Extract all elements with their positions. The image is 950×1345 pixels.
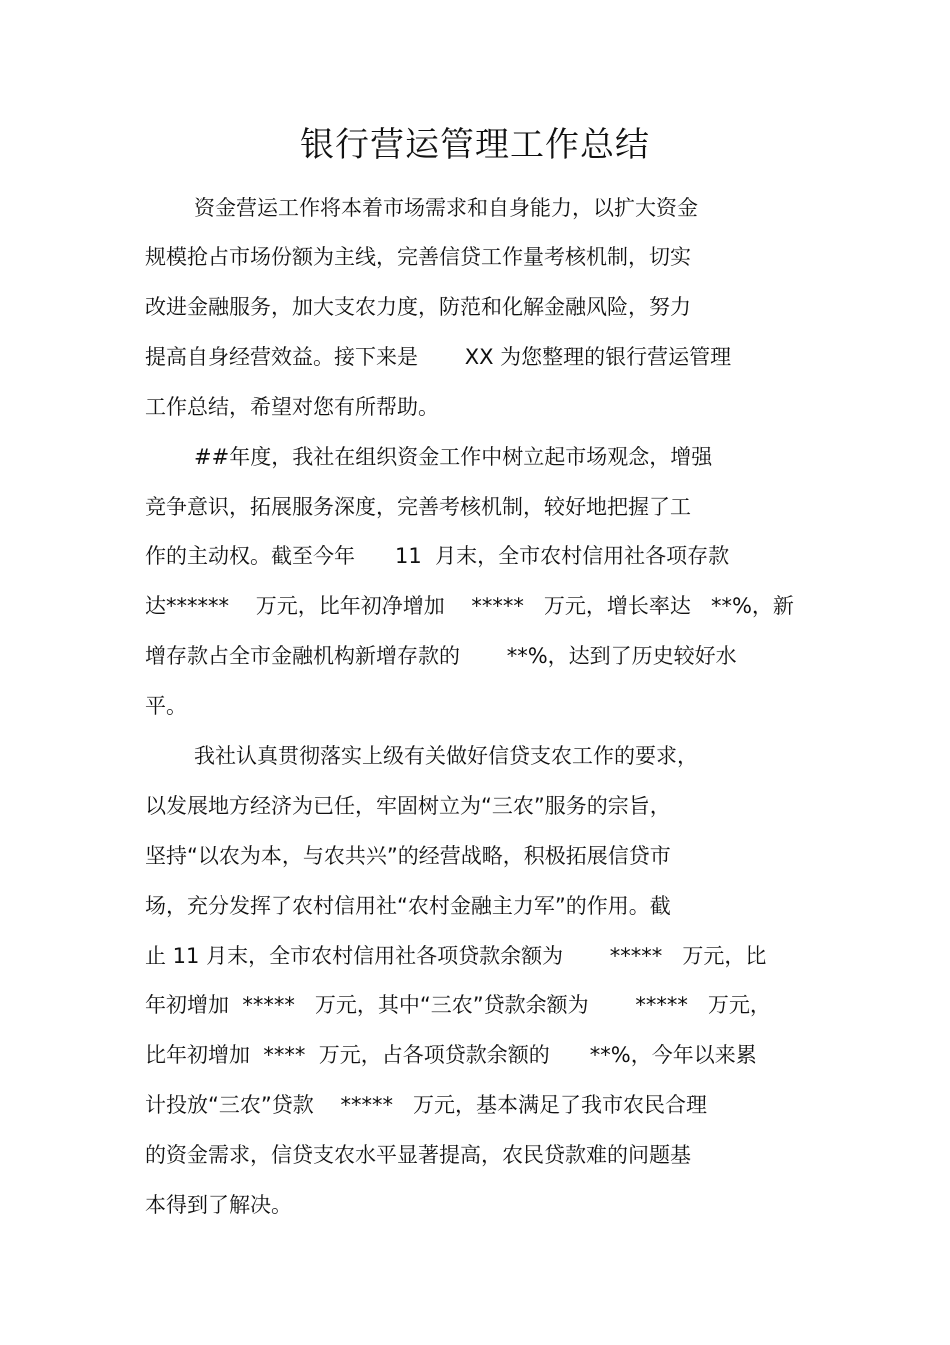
paragraph-1-line-5: 工作总结，希望对您有所帮助。 — [145, 395, 439, 419]
paragraph-3-line-5: 止 11 月末，全市农村信用社各项贷款余额为 ***** 万元，比 — [145, 944, 767, 968]
paragraph-3-line-7: 比年初增加 **** 万元，占各项贷款余额的 **%，今年以来累 — [145, 1043, 757, 1067]
paragraph-3-line-10: 本得到了解决。 — [145, 1193, 292, 1217]
paragraph-2-line-2: 竞争意识，拓展服务深度，完善考核机制，较好地把握了工 — [145, 495, 691, 519]
paragraph-3-line-9: 的资金需求，信贷支农水平显著提高，农民贷款难的问题基 — [145, 1143, 691, 1167]
paragraph-1-line-2: 规模抢占市场份额为主线，完善信贷工作量考核机制，切实 — [145, 245, 691, 269]
paragraph-1-line-3: 改进金融服务，加大支农力度，防范和化解金融风险，努力 — [145, 295, 691, 319]
document-title: 银行营运管理工作总结 — [300, 125, 650, 165]
paragraph-2-line-1: ##年度，我社在组织资金工作中树立起市场观念，增强 — [194, 445, 713, 469]
paragraph-1-line-1: 资金营运工作将本着市场需求和自身能力，以扩大资金 — [194, 196, 698, 220]
paragraph-2-line-5: 增存款占全市金融机构新增存款的 **%，达到了历史较好水 — [145, 644, 737, 668]
paragraph-3-line-2: 以发展地方经济为已任，牢固树立为“三农”服务的宗旨， — [145, 794, 671, 818]
paragraph-2-line-4: 达****** 万元，比年初净增加 ***** 万元，增长率达 **%，新 — [145, 594, 794, 618]
paragraph-1-line-4: 提高自身经营效益。接下来是 XX 为您整理的银行营运管理 — [145, 345, 732, 369]
paragraph-2-line-6: 平。 — [145, 694, 187, 718]
paragraph-3-line-4: 场，充分发挥了农村信用社“农村金融主力军”的作用。截 — [145, 894, 671, 918]
paragraph-3-line-6: 年初增加 ***** 万元，其中“三农”贷款余额为 ***** 万元， — [145, 993, 771, 1017]
paragraph-3-line-3: 坚持“以农为本，与农共兴”的经营战略，积极拓展信贷市 — [145, 844, 671, 868]
paragraph-3-line-8: 计投放“三农”贷款 ***** 万元，基本满足了我市农民合理 — [145, 1093, 707, 1117]
paragraph-2-line-3: 作的主动权。截至今年 11 月末，全市农村信用社各项存款 — [145, 544, 730, 568]
paragraph-3-line-1: 我社认真贯彻落实上级有关做好信贷支农工作的要求， — [194, 744, 698, 768]
